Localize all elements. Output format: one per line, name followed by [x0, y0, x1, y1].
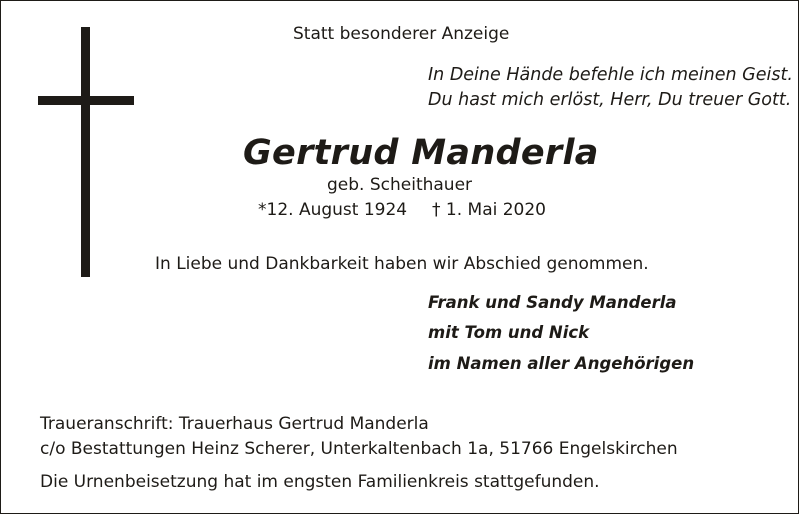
- notice-header: Statt besonderer Anzeige: [293, 24, 510, 44]
- urn-burial-note: Die Urnenbeisetzung hat im engsten Familienkreis stattgefunden.: [40, 472, 600, 492]
- quote-line-1: In Deine Hände befehle ich meinen Geist.: [428, 65, 793, 85]
- quote-line-2: Du hast mich erlöst, Herr, Du treuer Gott.: [428, 90, 792, 110]
- birth-name: geb. Scheithauer: [327, 175, 473, 195]
- farewell-text: In Liebe und Dankbarkeit haben wir Abschied genommen.: [155, 254, 649, 274]
- cross-vertical-bar: [81, 27, 90, 277]
- mourning-address-line-2: c/o Bestattungen Heinz Scherer, Unterkaltenbach 1a, 51766 Engelskirchen: [40, 439, 678, 459]
- birth-date: *12. August 1924: [258, 200, 408, 220]
- signature-line-2: mit Tom und Nick: [428, 323, 590, 342]
- cross-horizontal-bar: [38, 96, 134, 105]
- death-date: † 1. Mai 2020: [432, 200, 547, 220]
- mourning-address-line-1: Traueranschrift: Trauerhaus Gertrud Manderla: [40, 414, 429, 434]
- signature-line-3: im Namen aller Angehörigen: [428, 354, 695, 373]
- signature-line-1: Frank und Sandy Manderla: [428, 293, 677, 312]
- deceased-name: Gertrud Manderla: [243, 133, 599, 173]
